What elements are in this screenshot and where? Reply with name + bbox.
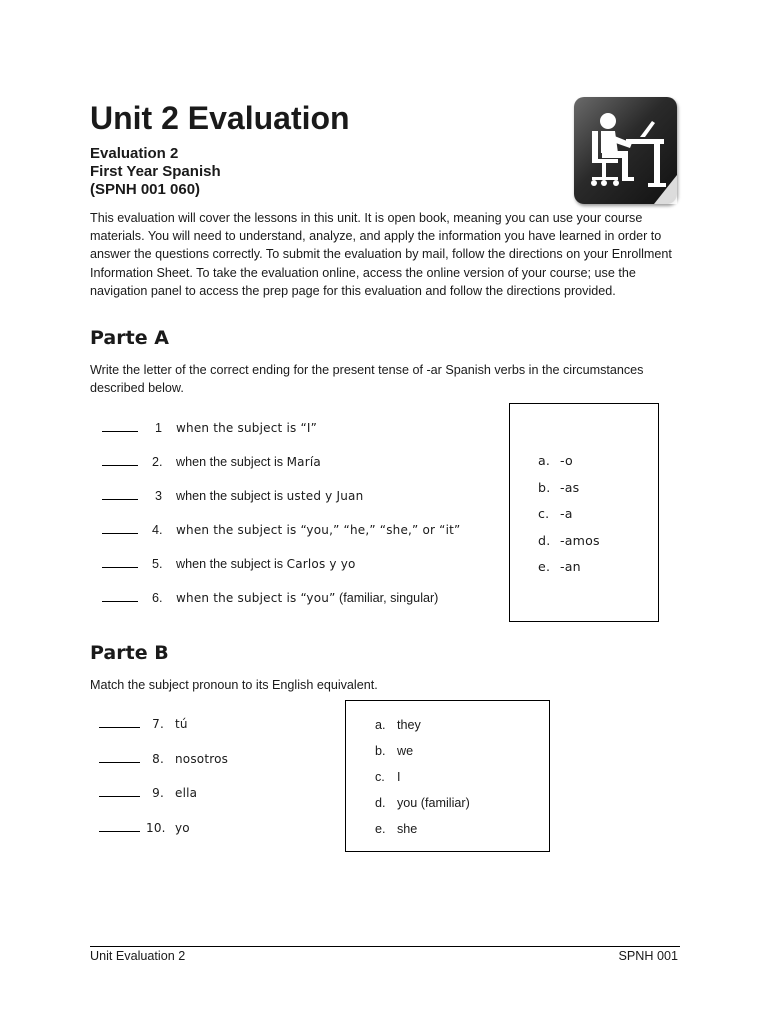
option-text: we (397, 744, 414, 758)
option-letter: c. (375, 770, 385, 784)
spanish-pronoun: yo (175, 820, 190, 835)
answer-blank[interactable] (102, 498, 138, 500)
option-a (375, 718, 470, 744)
option-letter: a. (375, 718, 386, 732)
question-2 (102, 455, 460, 489)
question-number: 1 (154, 421, 162, 435)
option-letter: a. (538, 453, 551, 468)
parte-b-questions (99, 717, 228, 855)
parte-b-heading: Parte B (90, 642, 169, 664)
question-text: when the subject is (176, 557, 287, 571)
question-number: 3 (154, 489, 162, 503)
option-b (375, 744, 470, 770)
option-text: they (397, 718, 421, 732)
option-c (538, 506, 600, 533)
option-d (538, 533, 600, 560)
answer-blank[interactable] (99, 795, 140, 797)
spanish-term: María (286, 455, 321, 469)
answer-blank[interactable] (102, 464, 138, 466)
spanish-term: Carlos y yo (286, 557, 356, 571)
page-title: Unit 2 Evaluation (90, 100, 350, 136)
answer-blank[interactable] (102, 600, 138, 602)
question-6 (102, 591, 460, 625)
parte-b-options (375, 718, 470, 848)
option-text: -a (560, 506, 573, 521)
question-number: 4. (152, 523, 163, 537)
question-4 (102, 523, 460, 557)
option-a (538, 453, 600, 480)
parte-a-questions (102, 421, 460, 625)
question-number: 8. (152, 751, 164, 766)
question-text: when the subject is (176, 489, 287, 503)
subtitle-block (90, 145, 221, 199)
question-number: 5. (152, 557, 163, 571)
spanish-pronoun: tú (175, 717, 188, 731)
question-3 (102, 489, 460, 523)
parte-b-answer-box (345, 700, 550, 852)
parte-a-options (538, 453, 600, 586)
course-name: First Year Spanish (90, 163, 221, 180)
parte-a-answer-box (509, 403, 659, 622)
question-5 (102, 557, 460, 591)
question-text-suffix: (familiar, singular) (335, 591, 439, 605)
answer-blank[interactable] (99, 726, 140, 728)
question-9 (99, 786, 228, 821)
footer-divider (90, 946, 680, 947)
question-text: when the subject is “I” (176, 421, 318, 435)
answer-blank[interactable] (102, 532, 138, 534)
option-text: you (familiar) (397, 796, 470, 810)
course-code: (SPNH 001 060) (90, 181, 201, 198)
answer-blank[interactable] (102, 430, 138, 432)
option-e (538, 559, 600, 586)
option-text: -as (560, 479, 580, 495)
option-letter: e. (538, 559, 551, 574)
parte-a-heading: Parte A (90, 327, 169, 349)
option-text: I (397, 770, 401, 784)
footer-right: SPNH 001 (618, 949, 678, 963)
option-d (375, 796, 470, 822)
question-number: 9. (152, 786, 164, 800)
question-8 (99, 752, 228, 787)
question-text: when the subject is “you,” “he,” “she,” or “it” (176, 523, 461, 537)
option-text: -an (560, 559, 581, 574)
intro-paragraph: This evaluation will cover the lessons in this unit. It is open book, meaning you can use your course materials. You will need to understand, analyze, and apply the information you have learned in order to answer the questions correctly. To submit the evaluation by mail, follow the directions on your Enrollment Information Sheet. To take the evaluation online, access the online version of your course; use the navigation panel to access the prep page for this evaluation and follow the directions provided. (90, 211, 672, 298)
option-text: -o (560, 453, 573, 468)
option-letter: d. (375, 796, 386, 810)
question-1 (102, 421, 460, 455)
option-e (375, 822, 470, 848)
spanish-pronoun: ella (175, 786, 198, 800)
option-c (375, 770, 470, 796)
spanish-pronoun: nosotros (175, 751, 229, 766)
student-at-computer-icon (574, 97, 677, 204)
spanish-term: usted y Juan (286, 489, 364, 503)
parte-b-instructions: Match the subject pronoun to its English equivalent. (90, 678, 378, 692)
option-b (538, 480, 600, 507)
option-text: -amos (560, 532, 600, 548)
option-letter: b. (375, 744, 386, 758)
answer-blank[interactable] (99, 761, 140, 763)
question-10 (99, 821, 228, 856)
question-number: 2. (152, 455, 163, 469)
option-text: she (397, 822, 418, 836)
question-text: when the subject is (176, 455, 287, 469)
question-number: 7. (152, 717, 164, 731)
evaluation-number: Evaluation 2 (90, 145, 179, 162)
question-7 (99, 717, 228, 752)
question-text: when the subject is “you” (176, 591, 336, 605)
question-number: 6. (152, 591, 163, 605)
option-letter: e. (375, 822, 386, 836)
answer-blank[interactable] (102, 566, 138, 568)
footer-left: Unit Evaluation 2 (90, 949, 186, 963)
option-letter: c. (538, 506, 550, 521)
parte-a-instructions: Write the letter of the correct ending for the present tense of -ar Spanish verbs in the circumstances described below. (90, 363, 644, 396)
question-number: 10. (146, 820, 166, 835)
option-letter: d. (538, 532, 551, 548)
option-letter: b. (538, 479, 551, 495)
answer-blank[interactable] (99, 830, 140, 832)
